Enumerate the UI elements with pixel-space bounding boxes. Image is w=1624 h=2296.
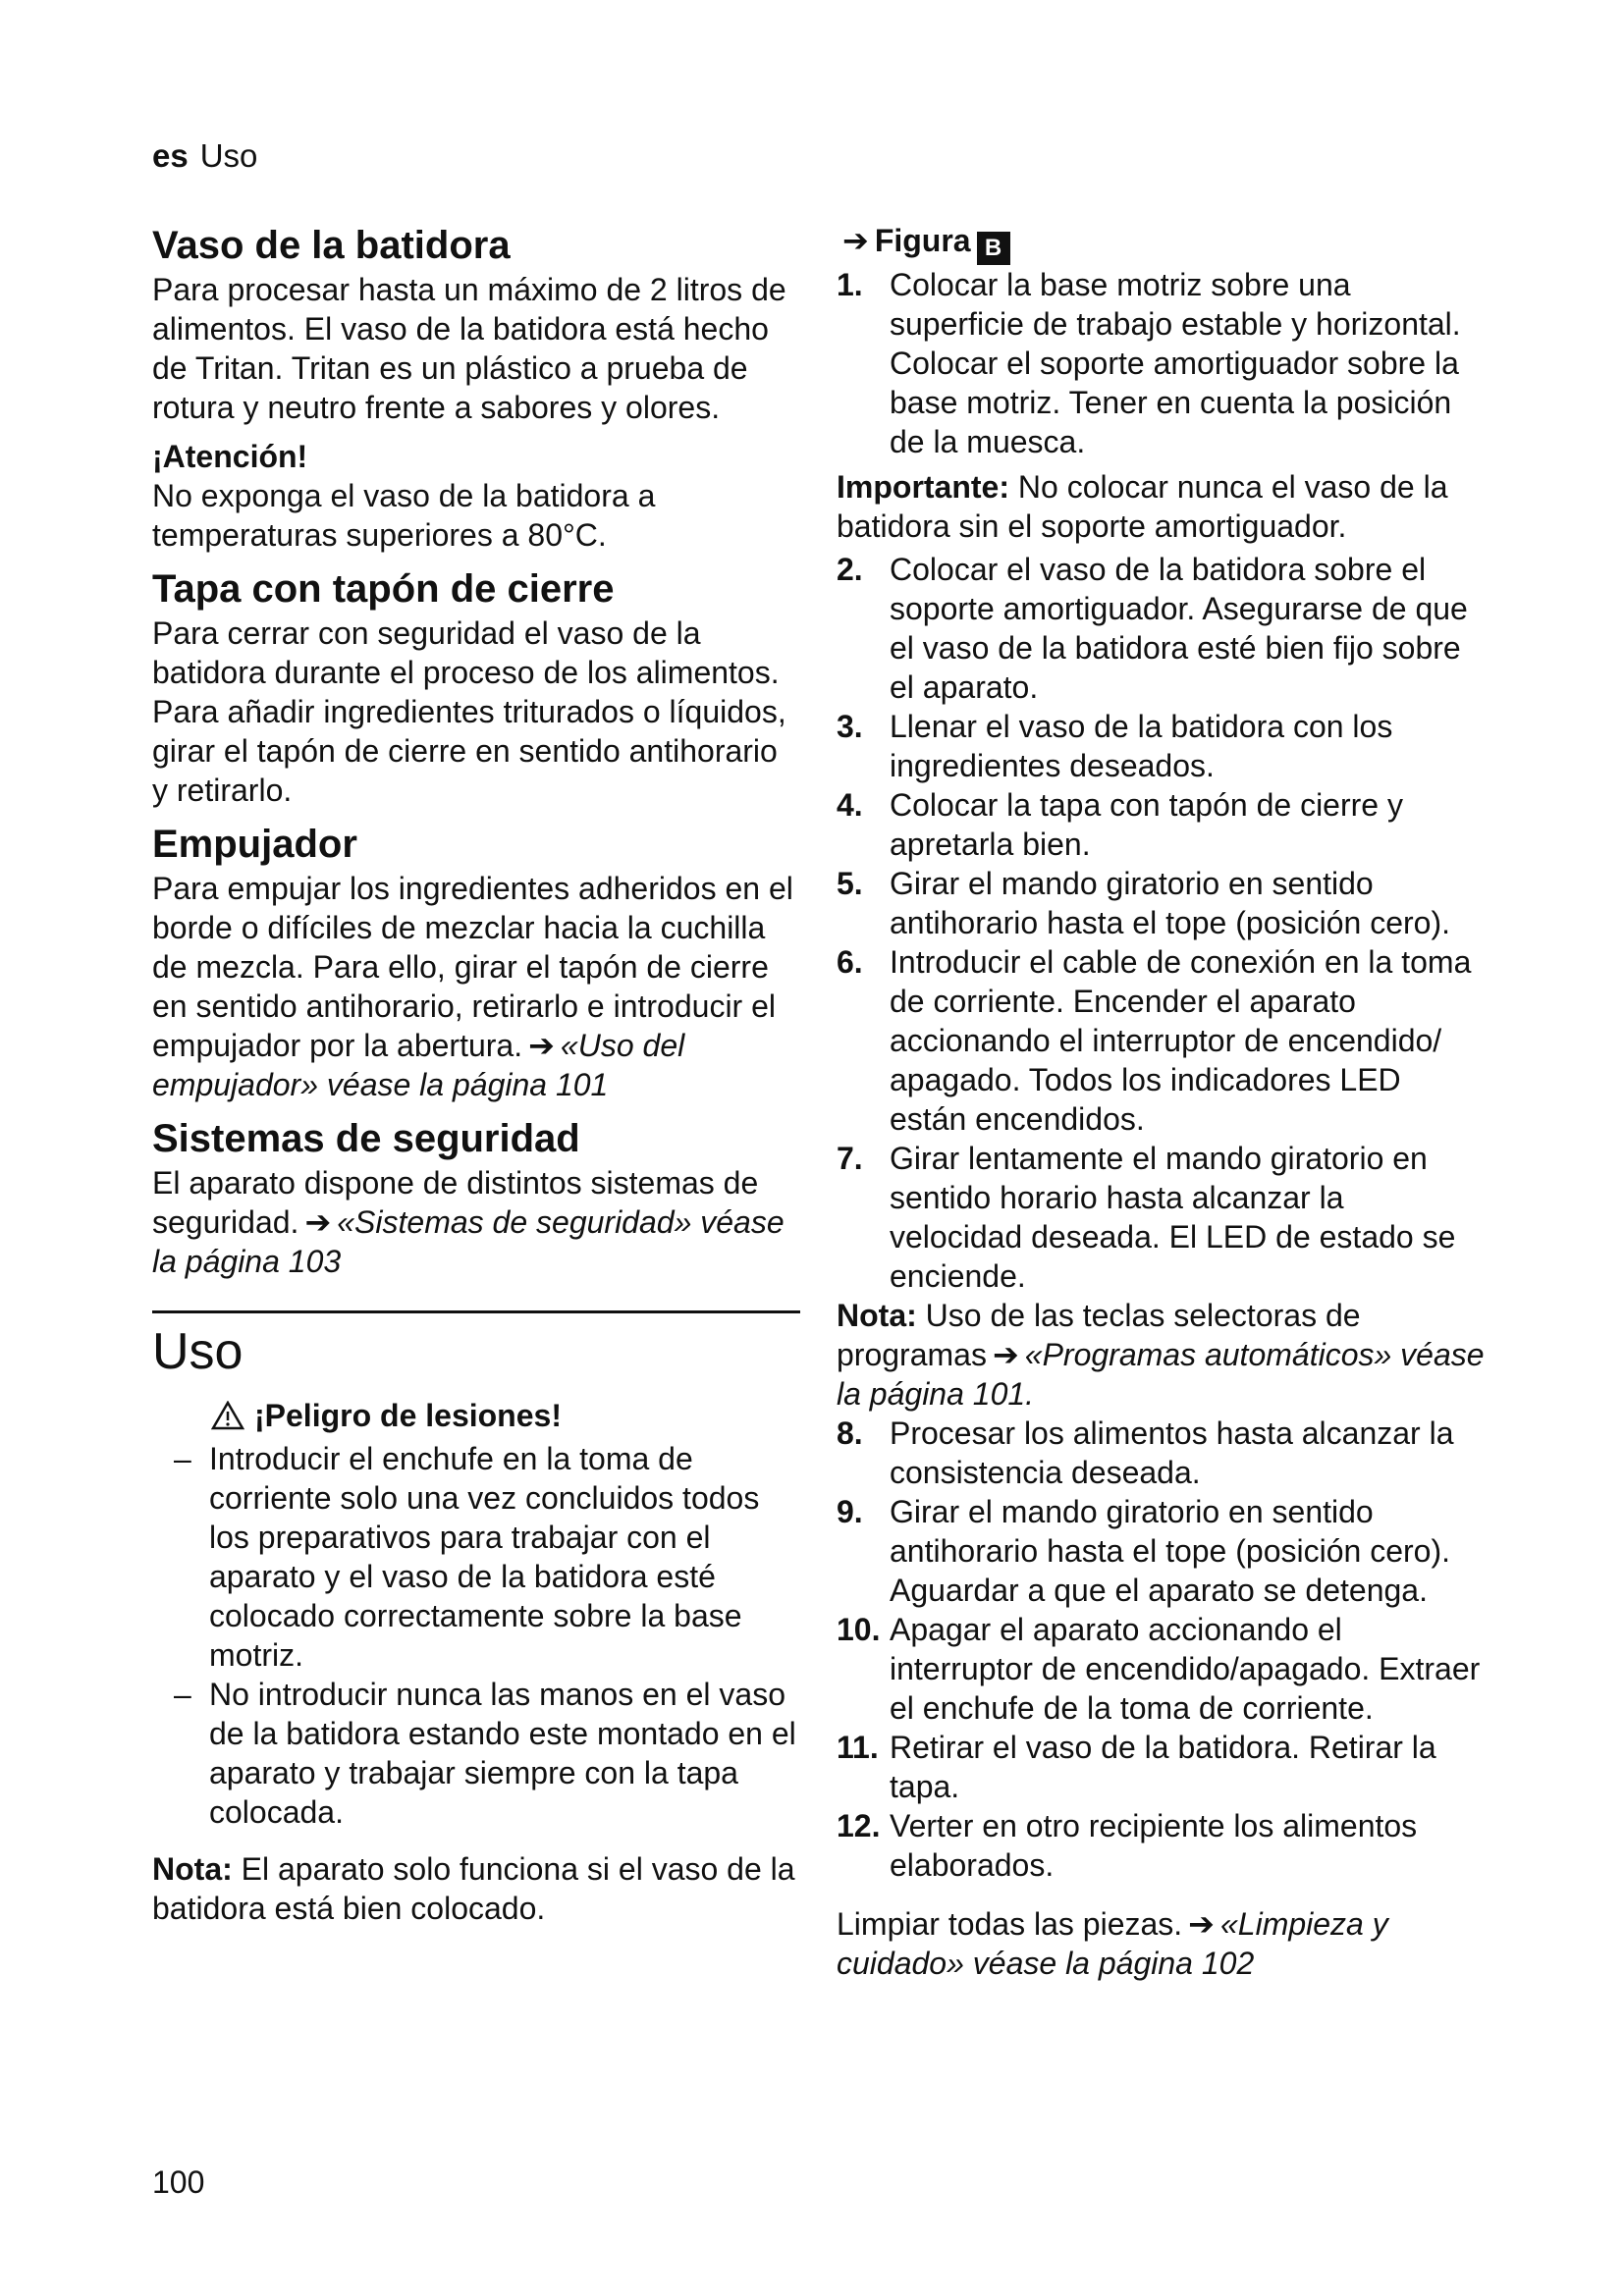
arrow-right-icon: ➔ — [1188, 1906, 1215, 1942]
page-header — [152, 137, 257, 175]
vaso-heading: Vaso de la batidora — [152, 224, 511, 267]
list-item — [837, 864, 1485, 942]
list-item — [837, 1492, 1485, 1610]
arrow-right-icon: ➔ — [304, 1204, 332, 1240]
step-text: Apagar el aparato accionando el interruptor de encendido/apagado. Extraer el enchufe de la toma de corriente. — [890, 1612, 1481, 1726]
attention-title: ¡Atención! — [152, 439, 308, 474]
closing-text — [837, 1904, 1485, 1983]
warning-list — [152, 1439, 800, 1832]
warning-text: Introducir el enchufe en la toma de corriente solo una vez concluidos todos los preparativos para trabajar con el aparato y el vaso de la batidora esté colocado correctamente sobre la base motriz. — [209, 1441, 760, 1673]
step-text: Verter en otro recipiente los alimentos elaborados. — [890, 1808, 1418, 1883]
step-text: Introducir el cable de conexión en la toma de corriente. Encender el aparato accionando el interruptor de encendido/ apagado. Todos los indicadores LED están encendidos. — [890, 944, 1472, 1137]
list-item — [837, 1610, 1485, 1728]
steps-list-b — [837, 550, 1485, 1296]
page-number: 100 — [152, 2164, 205, 2200]
empujador-heading: Empujador — [152, 823, 357, 866]
step-text: Retirar el vaso de la batidora. Retirar la tapa. — [890, 1730, 1436, 1804]
list-item: – Introducir el enchufe en la toma de corriente solo una vez concluidos todos los preparativos para trabajar con el aparato y el vaso de la batidora esté colocado correctamente sobre la base motriz. — [174, 1441, 760, 1673]
step-text: Colocar el vaso de la batidora sobre el soporte amortiguador. Asegurarse de que el vaso de la batidora esté bien fijo sobre el aparato. — [890, 552, 1468, 705]
figure-letter-badge: B — [977, 232, 1010, 265]
seguridad-text — [152, 1163, 800, 1281]
list-item — [837, 550, 1485, 707]
list-item — [837, 1806, 1485, 1885]
seguridad-body: El aparato dispone de distintos sistemas de seguridad. — [152, 1165, 759, 1240]
step-text: Colocar la base motriz sobre una superficie de trabajo estable y horizontal. Colocar el soporte amortiguador sobre la base motriz. Tener en cuenta la posición de la muesca. — [890, 267, 1461, 459]
vaso-text: Para procesar hasta un máximo de 2 litros de alimentos. El vaso de la batidora está hecho de Tritan. Tritan es un plástico a prueba de rotura y neutro frente a sabores y olores. — [152, 272, 786, 425]
step-number: 2. — [837, 552, 863, 587]
limpieza-ref-link[interactable]: «Limpieza y cuidado» véase la página 102 — [837, 1906, 1388, 1981]
step-number: 8. — [837, 1415, 863, 1451]
step-text: Procesar los alimentos hasta alcanzar la consistencia deseada. — [890, 1415, 1454, 1490]
note-label: Nota: — [152, 1851, 233, 1887]
step-number: 11. — [837, 1730, 879, 1765]
list-item — [837, 1139, 1485, 1296]
list-item — [837, 785, 1485, 864]
seguridad-ref-link[interactable]: «Sistemas de seguridad» véase la página 103 — [152, 1204, 785, 1279]
step-number: 1. — [837, 267, 863, 302]
section-divider — [152, 1310, 800, 1313]
step-text: Colocar la tapa con tapón de cierre y apretarla bien. — [890, 787, 1403, 862]
step-number: 6. — [837, 944, 863, 980]
step-text: Llenar el vaso de la batidora con los ingredientes deseados. — [890, 709, 1393, 783]
tapa-heading: Tapa con tapón de cierre — [152, 567, 615, 611]
arrow-right-icon: ➔ — [992, 1337, 1019, 1372]
list-item — [837, 1728, 1485, 1806]
step-text: Girar el mando giratorio en sentido antihorario hasta el tope (posición cero). — [890, 866, 1450, 940]
figure-label: Figura — [874, 223, 971, 258]
arrow-right-icon: ➔ — [842, 223, 869, 258]
list-item — [837, 942, 1485, 1139]
figure-reference — [837, 221, 1485, 265]
closing-body: Limpiar todas las piezas. — [837, 1906, 1183, 1942]
empujador-text — [152, 869, 800, 1104]
arrow-right-icon: ➔ — [528, 1028, 555, 1063]
empujador-body: Para empujar los ingredientes adheridos en el borde o difíciles de mezclar hacia la cuchilla de mezcla. Para ello, girar el tapón de cierre en sentido antihorario, retirarlo e introducir el empujador por la abertura. — [152, 871, 793, 1063]
step-text: Girar lentamente el mando giratorio en sentido horario hasta alcanzar la velocidad deseada. El LED de estado se enciende. — [890, 1141, 1456, 1294]
list-item — [837, 265, 1485, 461]
uso-note — [152, 1849, 800, 1928]
step-number: 5. — [837, 866, 863, 901]
attention-text: No exponga el vaso de la batidora a temperaturas superiores a 80°C. — [152, 478, 656, 553]
warning-triangle-icon — [211, 1400, 244, 1439]
seguridad-heading: Sistemas de seguridad — [152, 1117, 580, 1160]
step-number: 10. — [837, 1612, 881, 1647]
important-note — [837, 467, 1485, 546]
note-label: Nota: — [837, 1298, 917, 1333]
warning-title: ¡Peligro de lesiones! — [254, 1398, 562, 1433]
step-number: 3. — [837, 709, 863, 744]
step-text: Girar el mando giratorio en sentido antihorario hasta el tope (posición cero). Aguardar a que el aparato se detenga. — [890, 1494, 1450, 1608]
warning-text: No introducir nunca las manos en el vaso de la batidora estando este montado en el aparato y trabajar siempre con la tapa colocada. — [209, 1677, 796, 1830]
section-name: Uso — [199, 137, 258, 174]
note-text: Uso de las teclas selectoras de programas — [837, 1298, 1361, 1372]
right-column — [837, 221, 1485, 1983]
tapa-text: Para cerrar con seguridad el vaso de la batidora durante el proceso de los alimentos. Para añadir ingredientes triturados o líquidos, girar el tapón de cierre en sentido antihorario y retirarlo. — [152, 615, 786, 808]
step-number: 9. — [837, 1494, 863, 1529]
programas-ref-link[interactable]: «Programas automáticos» véase la página 101. — [837, 1337, 1485, 1412]
uso-heading: Uso — [152, 1323, 244, 1380]
step-number: 7. — [837, 1141, 863, 1176]
step-number: 12. — [837, 1808, 881, 1843]
important-text: No colocar nunca el vaso de la batidora sin el soporte amortiguador. — [837, 469, 1448, 544]
note-text: El aparato solo funciona si el vaso de la batidora está bien colocado. — [152, 1851, 795, 1926]
list-item — [837, 707, 1485, 785]
left-column — [152, 221, 800, 1928]
steps-list-c — [837, 1414, 1485, 1885]
warning-heading — [211, 1396, 800, 1439]
steps-list-a — [837, 265, 1485, 461]
list-item — [837, 1414, 1485, 1492]
important-label: Importante: — [837, 469, 1009, 505]
step-number: 4. — [837, 787, 863, 823]
list-item: – No introducir nunca las manos en el vaso de la batidora estando este montado en el aparato y trabajar siempre con la tapa colocada. — [174, 1677, 796, 1830]
program-note — [837, 1296, 1485, 1414]
empujador-ref-link[interactable]: «Uso del empujador» véase la página 101 — [152, 1028, 685, 1102]
language-code: es — [152, 137, 189, 174]
